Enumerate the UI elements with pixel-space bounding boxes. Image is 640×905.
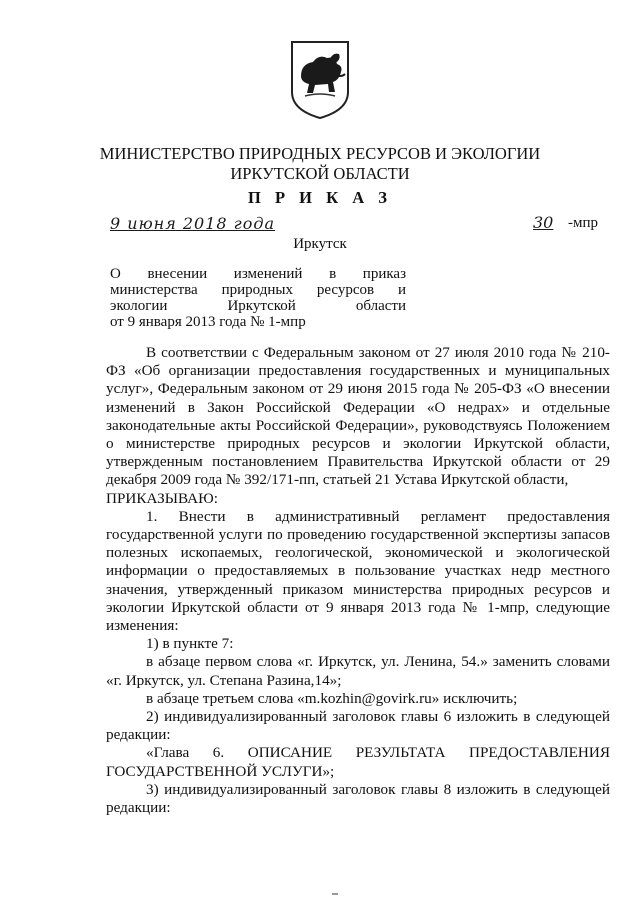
order-subject-block bbox=[110, 266, 406, 330]
clause-paragraph: 2) индивидуализированный заголовок главы 6 изложить в следующей редакции: bbox=[106, 708, 610, 744]
ministry-name-line2: ИРКУТСКОЙ ОБЛАСТИ bbox=[230, 164, 410, 183]
clause-paragraph: в абзаце первом слова «г. Иркутск, ул. Ленина, 54.» заменить словами «г. Иркутск, ул. Степана Разина,14»; bbox=[106, 653, 610, 689]
clause-paragraph: 1) в пункте 7: bbox=[146, 635, 234, 653]
preamble-paragraph: В соответствии с Федеральным законом от 27 июля 2010 года № 210-ФЗ «Об организации предоставления государственных и муниципальных услуг», Федеральным законом от 29 июня 2015 года № 205-ФЗ «О внесении изменений в Закон Российской Федерации «О недрах» и отдельные законодательные акты Российской Федерации», руководствуясь Положением о министерстве природных ресурсов и экологии Иркутской области, утвержденным постановлением Правительства Иркутской области от 29 декабря 2009 года № 392/171-пп, статьей 21 Устава Иркутской области, bbox=[106, 344, 610, 489]
document-type-title: П Р И К А З bbox=[248, 188, 392, 207]
subject-line: от 9 января 2013 года № 1-мпр bbox=[110, 314, 306, 330]
handwritten-order-number: 30 bbox=[533, 213, 554, 232]
order-body bbox=[106, 344, 610, 817]
order-directive: ПРИКАЗЫВАЮ: bbox=[106, 489, 218, 507]
order-number-suffix: -мпр bbox=[568, 215, 599, 231]
clause-paragraph: 3) индивидуализированный заголовок главы 8 изложить в следующей редакции: bbox=[106, 780, 610, 817]
subject-line: экологии Иркутской области bbox=[110, 298, 406, 314]
handwritten-date: 9 июня 2018 года bbox=[110, 214, 276, 233]
city-name: Иркутск bbox=[293, 236, 347, 252]
ministry-name-line1: МИНИСТЕРСТВО ПРИРОДНЫХ РЕСУРСОВ И ЭКОЛОГИИ bbox=[99, 144, 541, 163]
clause-paragraph: 1. Внести в административный регламент предоставления государственной услуги по проведению государственной экспертизы запасов полезных ископаемых, геологической, экономической и экологической информации о предоставляемых в пользование участках недр местного значения, утвержденный приказом министерства природных ресурсов и экологии Иркутской области от 9 января 2013 года № 1-мпр, следующие изменения: bbox=[106, 507, 610, 635]
clause-paragraph: в абзаце третьем слова «m.kozhin@govirk.ru» исключить; bbox=[146, 689, 518, 707]
subject-line: министерства природных ресурсов и bbox=[110, 282, 406, 298]
irkutsk-coat-of-arms-emblem bbox=[289, 40, 351, 120]
scan-speck bbox=[332, 893, 338, 895]
subject-line: О внесении изменений в приказ bbox=[110, 266, 406, 282]
chapter-title-paragraph: «Глава 6. ОПИСАНИЕ РЕЗУЛЬТАТА ПРЕДОСТАВЛЕНИЯ ГОСУДАРСТВЕННОЙ УСЛУГИ»; bbox=[106, 744, 610, 780]
